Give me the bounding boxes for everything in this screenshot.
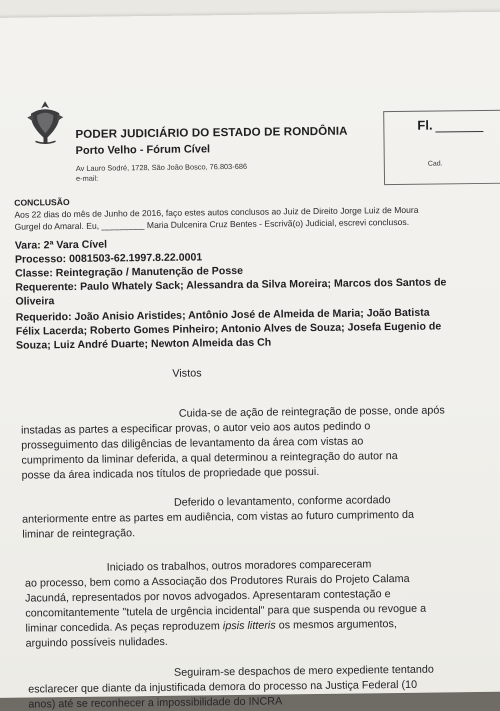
paragraph-1-line-5: posse da área indicada nos títulos de propriedade que possui. <box>21 465 320 482</box>
vistos-heading: Vistos <box>172 367 202 380</box>
conclusao-title: CONCLUSÃO <box>14 197 70 208</box>
court-address: Av Lauro Sodré, 1728, São João Bosco, 76.803-686 <box>75 161 248 173</box>
paragraph-3-line-4: concomitantemente "tutela de urgência incidental" para que suspenda ou revogue a <box>25 602 427 620</box>
vara-line: Vara: 2ª Vara Cível <box>14 238 108 252</box>
requerido-line-2: Félix Lacerda; Roberto Gomes Pinheiro; Antonio Alves de Souza; Josefa Eugenio de <box>15 320 442 338</box>
paragraph-1-line-1: Cuida-se de ação de reintegração de posse, onde após <box>178 404 445 420</box>
requerido-line-3: Souza; Luiz André Duarte; Newton Almeida das Ch <box>15 336 272 352</box>
folio-stamp-box <box>383 110 500 185</box>
paragraph-3-line-1: Iniciado os trabalhos, outros moradores compareceram <box>106 558 372 574</box>
court-name: PODER JUDICIÁRIO DO ESTADO DE RONDÔNIA <box>75 124 348 141</box>
processo-line: Processo: 0081503-62.1997.8.22.0001 <box>14 251 203 266</box>
paragraph-3-line-5 <box>25 618 397 635</box>
conclusao-line-1: Aos 22 dias do mês de Junho de 2016, faço estes autos conclusos ao Juiz de Direito Jorge Luiz de Moura <box>14 204 419 220</box>
latin-phrase: ipsis litteris <box>222 619 276 633</box>
paragraph-1-line-3: prosseguimento das diligências de levantamento da área com vistas ao <box>21 435 364 452</box>
document-page <box>0 11 500 711</box>
classe-line: Classe: Reintegração / Manutenção de Posse <box>15 264 244 280</box>
folio-label: Fl. <box>417 117 433 133</box>
paragraph-2-line-3: liminar de reintegração. <box>22 527 136 541</box>
email-label: e-mail: <box>75 173 99 183</box>
cad-label: Cad. <box>427 160 443 168</box>
paragraph-4-line-1: Seguiram-se despachos de mero expediente tentando <box>173 663 434 679</box>
paragraph-3-line-5-start: liminar concedida. As peças reproduzem <box>25 620 223 635</box>
paragraph-4-line-3: anos) até se reconhecer a impossibilidade do INCRA <box>28 695 283 711</box>
paragraph-3-line-6: arguindo possíveis nulidades. <box>25 635 168 650</box>
conclusao-line-2-end: Maria Dulcenira Cruz Bentes - Escrivã(o) Judicial, escrevi conclusos. <box>144 216 410 231</box>
paragraph-1-line-4: cumprimento da liminar deferida, a qual determinou a reintegração do autor na <box>21 450 398 467</box>
paragraph-3-line-5-end: os mesmos argumentos, <box>275 618 397 632</box>
paragraph-2-line-2: anteriormente entre as partes em audiência, com vistas ao futuro cumprimento da <box>22 508 415 526</box>
paragraph-1-line-2: instadas as partes a especificar provas, o autor veio aos autos pedindo o <box>20 420 371 437</box>
forum-name: Porto Velho - Fórum Cível <box>75 143 211 157</box>
paragraph-3-line-3: Jacundá, representados por novos advogados. Apresentaram contestação e <box>25 588 391 605</box>
paragraph-2-line-1: Deferido o levantamento, conforme acordado <box>173 494 391 509</box>
requerente-line-2: Oliveira <box>15 295 55 308</box>
requerido-line-1: Requerido: João Anisio Aristides; Antônio José de Almeida de Maria; João Batista <box>15 306 430 324</box>
conclusao-line-2-start: Gurgel do Amaral. Eu, <box>14 220 102 232</box>
paragraph-4-line-2: esclarecer que diante da injustificada demora do processo na Justiça Federal (10 <box>28 678 418 696</box>
requerente-line-1: Requerente: Paulo Whately Sack; Alessandra da Silva Moreira; Marcos dos Santos de <box>15 276 447 294</box>
paragraph-3-line-2: ao processo, bem como a Associação dos Produtores Rurais do Projeto Calama <box>24 572 410 590</box>
signature-blank: _________ <box>101 220 145 231</box>
conclusao-line-2 <box>14 217 409 232</box>
coat-of-arms-icon <box>25 99 66 145</box>
